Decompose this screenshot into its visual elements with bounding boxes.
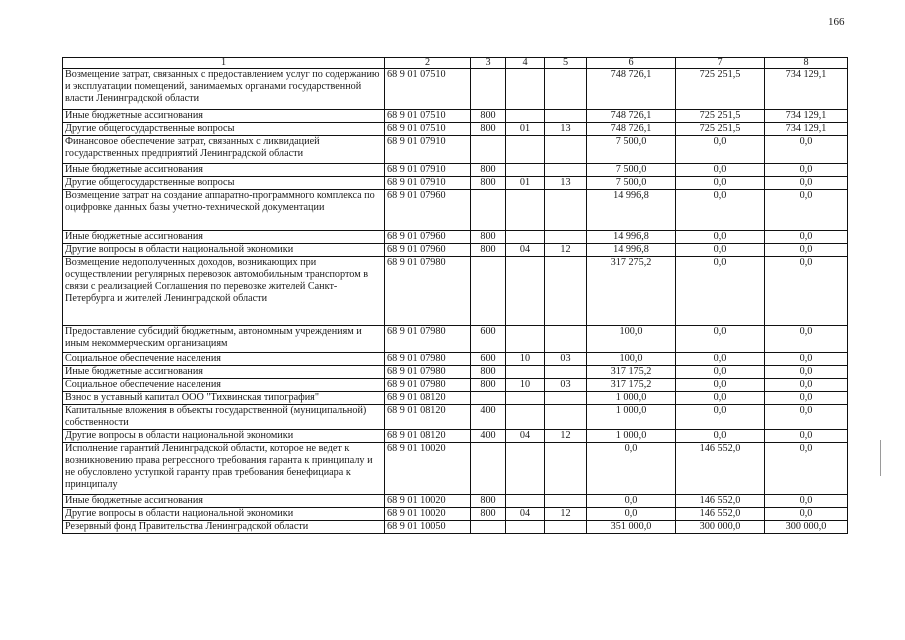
- table-row: [63, 405, 848, 430]
- row-value-6: 1 000,0: [587, 430, 676, 443]
- row-value-7: 725 251,5: [676, 69, 765, 110]
- row-value-7: 0,0: [676, 366, 765, 379]
- row-value-8: 0,0: [765, 257, 848, 326]
- table-row: [63, 136, 848, 164]
- row-value-6: 0,0: [587, 495, 676, 508]
- row-code: 68 9 01 07980: [385, 257, 471, 326]
- page-number: 166: [828, 16, 845, 28]
- row-col5: [545, 392, 587, 405]
- row-name: Другие вопросы в области национальной экономики: [63, 508, 385, 521]
- row-name: Взнос в уставный капитал ООО "Тихвинская типография": [63, 392, 385, 405]
- col-header-8: 8: [765, 58, 848, 69]
- row-code: 68 9 01 07980: [385, 326, 471, 353]
- row-value-7: 725 251,5: [676, 123, 765, 136]
- row-col5: [545, 231, 587, 244]
- row-code: 68 9 01 07960: [385, 190, 471, 231]
- table-row: [63, 123, 848, 136]
- row-col5: [545, 164, 587, 177]
- row-value-8: 734 129,1: [765, 69, 848, 110]
- row-name: Другие вопросы в области национальной экономики: [63, 244, 385, 257]
- row-value-7: 0,0: [676, 231, 765, 244]
- col-header-7: 7: [676, 58, 765, 69]
- row-value-6: 100,0: [587, 326, 676, 353]
- row-value-8: 0,0: [765, 231, 848, 244]
- row-col3: 800: [471, 164, 506, 177]
- table-row: [63, 231, 848, 244]
- col-header-6: 6: [587, 58, 676, 69]
- row-value-6: 100,0: [587, 353, 676, 366]
- row-col4: 10: [506, 379, 545, 392]
- row-code: 68 9 01 08120: [385, 430, 471, 443]
- row-col3: 800: [471, 244, 506, 257]
- row-code: 68 9 01 08120: [385, 392, 471, 405]
- row-value-6: 7 500,0: [587, 177, 676, 190]
- row-col4: [506, 164, 545, 177]
- row-code: 68 9 01 10020: [385, 495, 471, 508]
- row-value-8: 0,0: [765, 164, 848, 177]
- col-header-1: 1: [63, 58, 385, 69]
- row-col4: [506, 190, 545, 231]
- row-value-6: 748 726,1: [587, 110, 676, 123]
- row-col5: 13: [545, 123, 587, 136]
- row-value-8: 0,0: [765, 353, 848, 366]
- row-col3: [471, 521, 506, 534]
- row-col3: [471, 443, 506, 495]
- row-col4: [506, 392, 545, 405]
- row-col5: [545, 69, 587, 110]
- row-value-7: 146 552,0: [676, 443, 765, 495]
- row-value-6: 14 996,8: [587, 244, 676, 257]
- row-value-6: 317 275,2: [587, 257, 676, 326]
- row-value-7: 0,0: [676, 379, 765, 392]
- table-row: [63, 69, 848, 110]
- row-col3: 800: [471, 231, 506, 244]
- row-name: Социальное обеспечение населения: [63, 353, 385, 366]
- row-col4: [506, 257, 545, 326]
- row-code: 68 9 01 07910: [385, 177, 471, 190]
- col-header-2: 2: [385, 58, 471, 69]
- table-row: [63, 521, 848, 534]
- row-value-8: 0,0: [765, 379, 848, 392]
- row-col5: [545, 366, 587, 379]
- row-code: 68 9 01 07980: [385, 353, 471, 366]
- row-col4: [506, 366, 545, 379]
- row-value-8: 0,0: [765, 392, 848, 405]
- row-col5: [545, 190, 587, 231]
- row-col4: 04: [506, 244, 545, 257]
- row-value-8: 0,0: [765, 443, 848, 495]
- row-col4: [506, 110, 545, 123]
- row-col5: [545, 110, 587, 123]
- row-col3: 600: [471, 353, 506, 366]
- table-row: [63, 326, 848, 353]
- row-col4: [506, 231, 545, 244]
- row-code: 68 9 01 07910: [385, 164, 471, 177]
- row-col5: [545, 326, 587, 353]
- row-name: Социальное обеспечение населения: [63, 379, 385, 392]
- table-row: [63, 508, 848, 521]
- row-col4: 10: [506, 353, 545, 366]
- row-code: 68 9 01 07510: [385, 123, 471, 136]
- row-col5: [545, 405, 587, 430]
- row-name: Возмещение недополученных доходов, возникающих при осуществлении регулярных перевозок автомобильным транспортом в связи с реализацией Соглашения по перевозке жителей Санкт-Петербурга и жителей Ленинградской области: [63, 257, 385, 326]
- row-value-7: 0,0: [676, 244, 765, 257]
- row-value-6: 7 500,0: [587, 164, 676, 177]
- row-value-6: 317 175,2: [587, 379, 676, 392]
- row-value-7: 0,0: [676, 353, 765, 366]
- row-value-7: 146 552,0: [676, 508, 765, 521]
- row-value-8: 0,0: [765, 405, 848, 430]
- row-col4: [506, 405, 545, 430]
- col-header-5: 5: [545, 58, 587, 69]
- row-value-8: 0,0: [765, 136, 848, 164]
- row-col3: 800: [471, 379, 506, 392]
- row-col3: 400: [471, 405, 506, 430]
- row-col3: 800: [471, 508, 506, 521]
- row-value-6: 1 000,0: [587, 405, 676, 430]
- row-col3: [471, 136, 506, 164]
- row-value-6: 1 000,0: [587, 392, 676, 405]
- row-name: Резервный фонд Правительства Ленинградской области: [63, 521, 385, 534]
- row-col3: 800: [471, 123, 506, 136]
- row-col5: 12: [545, 244, 587, 257]
- table-row: [63, 443, 848, 495]
- margin-mark: [880, 440, 881, 476]
- row-value-8: 0,0: [765, 495, 848, 508]
- row-value-8: 0,0: [765, 508, 848, 521]
- table-row: [63, 244, 848, 257]
- row-col5: [545, 521, 587, 534]
- row-code: 68 9 01 10020: [385, 443, 471, 495]
- row-col3: 800: [471, 177, 506, 190]
- table-row: [63, 392, 848, 405]
- row-col3: [471, 257, 506, 326]
- col-header-3: 3: [471, 58, 506, 69]
- row-value-6: 748 726,1: [587, 69, 676, 110]
- row-col3: 400: [471, 430, 506, 443]
- row-value-6: 7 500,0: [587, 136, 676, 164]
- row-value-7: 0,0: [676, 136, 765, 164]
- row-name: Иные бюджетные ассигнования: [63, 366, 385, 379]
- row-value-7: 0,0: [676, 405, 765, 430]
- row-value-7: 725 251,5: [676, 110, 765, 123]
- budget-table: [62, 57, 848, 534]
- row-name: Другие общегосударственные вопросы: [63, 177, 385, 190]
- row-code: 68 9 01 07910: [385, 136, 471, 164]
- row-value-6: 748 726,1: [587, 123, 676, 136]
- row-value-6: 0,0: [587, 443, 676, 495]
- row-code: 68 9 01 10020: [385, 508, 471, 521]
- row-col4: [506, 443, 545, 495]
- row-col3: 600: [471, 326, 506, 353]
- row-col5: 03: [545, 353, 587, 366]
- row-value-7: 0,0: [676, 392, 765, 405]
- row-col4: [506, 136, 545, 164]
- row-name: Иные бюджетные ассигнования: [63, 495, 385, 508]
- row-value-7: 0,0: [676, 177, 765, 190]
- row-col3: 800: [471, 366, 506, 379]
- row-col5: 12: [545, 508, 587, 521]
- row-value-8: 0,0: [765, 244, 848, 257]
- row-name: Иные бюджетные ассигнования: [63, 110, 385, 123]
- table-body: [63, 69, 848, 534]
- row-name: Возмещение затрат на создание аппаратно-программного комплекса по оцифровке данных базы учетно-технической документации: [63, 190, 385, 231]
- row-col4: 04: [506, 430, 545, 443]
- row-value-7: 146 552,0: [676, 495, 765, 508]
- row-value-6: 351 000,0: [587, 521, 676, 534]
- row-value-7: 0,0: [676, 430, 765, 443]
- row-col5: [545, 495, 587, 508]
- table-row: [63, 177, 848, 190]
- col-header-4: 4: [506, 58, 545, 69]
- row-code: 68 9 01 07510: [385, 69, 471, 110]
- row-name: Иные бюджетные ассигнования: [63, 231, 385, 244]
- table-row: [63, 430, 848, 443]
- row-name: Другие вопросы в области национальной экономики: [63, 430, 385, 443]
- row-col4: 04: [506, 508, 545, 521]
- row-value-6: 317 175,2: [587, 366, 676, 379]
- table-row: [63, 110, 848, 123]
- row-col4: [506, 69, 545, 110]
- row-col3: [471, 69, 506, 110]
- row-name: Иные бюджетные ассигнования: [63, 164, 385, 177]
- row-code: 68 9 01 07960: [385, 231, 471, 244]
- row-col5: [545, 257, 587, 326]
- row-name: Исполнение гарантий Ленинградской области, которое не ведет к возникновению права регрессного требования гаранта к принципалу и не обусловлено уступкой гаранту прав требования бенефициара к принципалу: [63, 443, 385, 495]
- row-code: 68 9 01 10050: [385, 521, 471, 534]
- table-row: [63, 190, 848, 231]
- row-col4: [506, 521, 545, 534]
- row-col4: [506, 495, 545, 508]
- row-value-6: 14 996,8: [587, 231, 676, 244]
- row-col5: [545, 443, 587, 495]
- row-col3: [471, 190, 506, 231]
- row-col5: 13: [545, 177, 587, 190]
- row-col4: 01: [506, 177, 545, 190]
- row-col3: 800: [471, 110, 506, 123]
- row-col4: 01: [506, 123, 545, 136]
- row-value-8: 0,0: [765, 190, 848, 231]
- row-col3: [471, 392, 506, 405]
- row-value-8: 734 129,1: [765, 110, 848, 123]
- table-row: [63, 366, 848, 379]
- row-value-8: 0,0: [765, 326, 848, 353]
- row-name: Возмещение затрат, связанных с предоставлением услуг по содержанию и эксплуатации помещений, занимаемых органами государственной власти Ленинградской области: [63, 69, 385, 110]
- row-value-7: 300 000,0: [676, 521, 765, 534]
- row-value-7: 0,0: [676, 257, 765, 326]
- row-code: 68 9 01 07980: [385, 379, 471, 392]
- row-code: 68 9 01 07980: [385, 366, 471, 379]
- row-code: 68 9 01 07510: [385, 110, 471, 123]
- table-row: [63, 495, 848, 508]
- row-col5: [545, 136, 587, 164]
- row-value-6: 14 996,8: [587, 190, 676, 231]
- row-col3: 800: [471, 495, 506, 508]
- row-name: Капитальные вложения в объекты государственной (муниципальной) собственности: [63, 405, 385, 430]
- table-row: [63, 379, 848, 392]
- row-col5: 12: [545, 430, 587, 443]
- row-value-8: 0,0: [765, 366, 848, 379]
- row-value-8: 0,0: [765, 430, 848, 443]
- row-value-7: 0,0: [676, 326, 765, 353]
- header-row: [63, 58, 848, 69]
- row-code: 68 9 01 07960: [385, 244, 471, 257]
- row-name: Финансовое обеспечение затрат, связанных с ликвидацией государственных предприятий Ленинградской области: [63, 136, 385, 164]
- row-name: Предоставление субсидий бюджетным, автономным учреждениям и иным некоммерческим организациям: [63, 326, 385, 353]
- row-value-6: 0,0: [587, 508, 676, 521]
- table-row: [63, 257, 848, 326]
- row-value-8: 0,0: [765, 177, 848, 190]
- row-value-7: 0,0: [676, 164, 765, 177]
- row-value-8: 300 000,0: [765, 521, 848, 534]
- row-name: Другие общегосударственные вопросы: [63, 123, 385, 136]
- table-row: [63, 353, 848, 366]
- row-code: 68 9 01 08120: [385, 405, 471, 430]
- row-value-7: 0,0: [676, 190, 765, 231]
- table-row: [63, 164, 848, 177]
- row-value-8: 734 129,1: [765, 123, 848, 136]
- row-col5: 03: [545, 379, 587, 392]
- row-col4: [506, 326, 545, 353]
